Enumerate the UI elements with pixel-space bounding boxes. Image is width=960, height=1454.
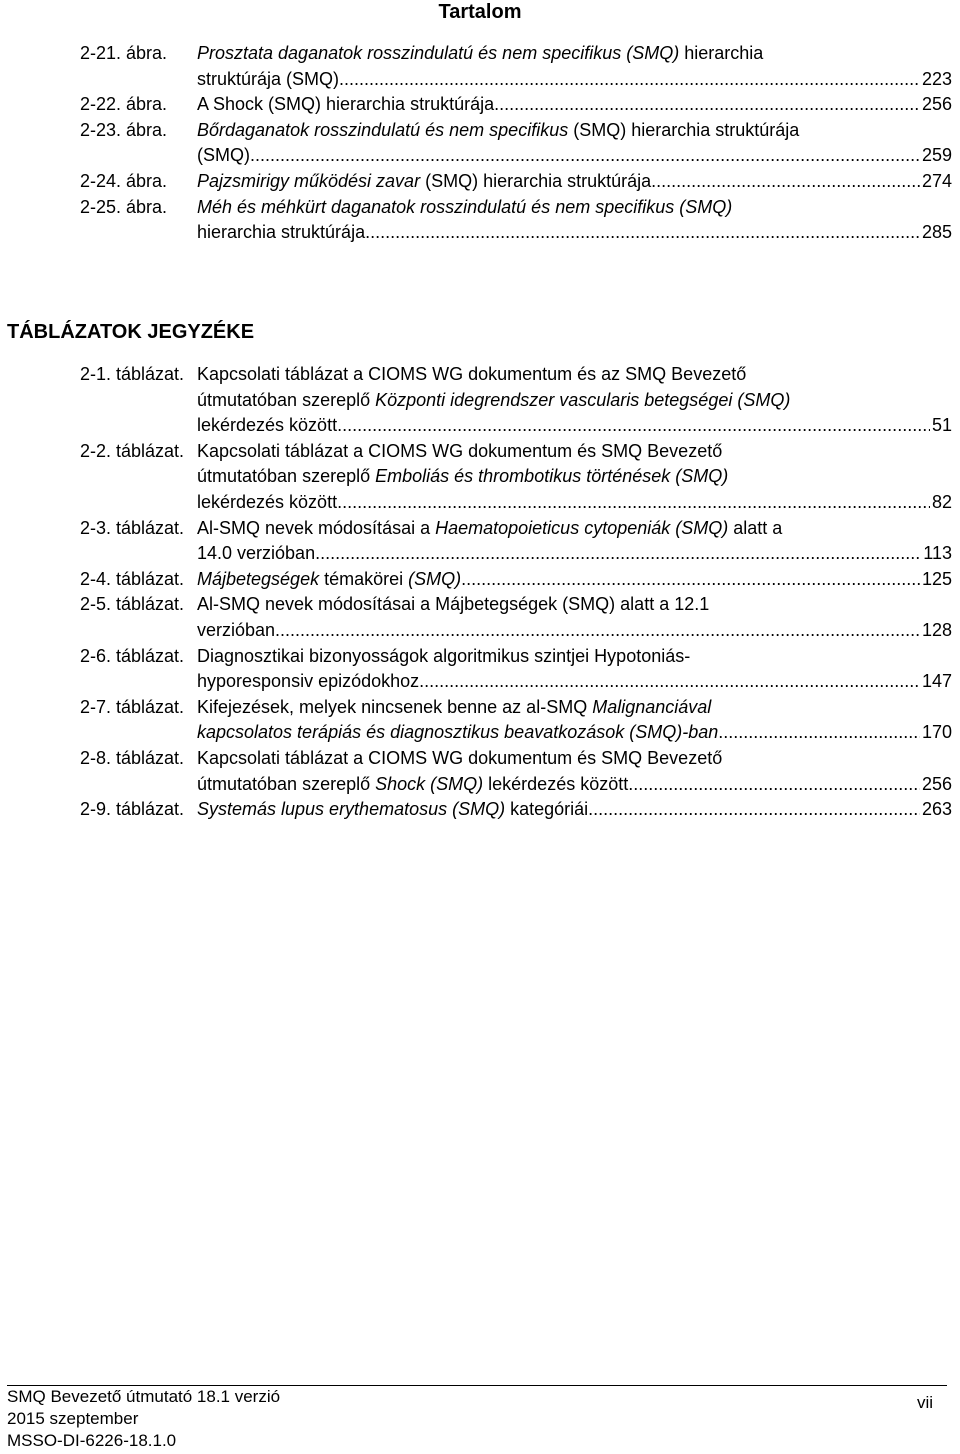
table-entry-line bbox=[197, 439, 952, 465]
table-entry-line bbox=[197, 695, 952, 721]
table-entry[interactable] bbox=[80, 797, 952, 823]
table-entry-text: útmutatóban szereplő bbox=[197, 466, 376, 487]
table-entry[interactable] bbox=[80, 644, 952, 695]
table-entry-page-number[interactable]: 82 bbox=[931, 491, 952, 512]
figure-entry-text: (SMQ) hierarchia struktúrája bbox=[568, 119, 800, 140]
table-entry-page-number[interactable]: 113 bbox=[923, 543, 952, 564]
dot-leader bbox=[628, 772, 920, 798]
table-entry-page-number[interactable]: 170 bbox=[921, 722, 952, 743]
table-entry[interactable] bbox=[80, 439, 952, 516]
table-entry-line bbox=[197, 797, 952, 823]
figure-entry-label: 2-23. ábra. bbox=[80, 119, 168, 140]
table-entry-text: (SMQ) bbox=[408, 568, 462, 589]
dot-leader bbox=[718, 720, 920, 746]
figure-entry-line bbox=[197, 143, 952, 169]
tables-heading: TÁBLÁZATOK JEGYZÉKE bbox=[7, 321, 255, 343]
table-entry-label: 2-7. táblázat. bbox=[80, 696, 185, 717]
figure-entry-text: Bőrdaganatok rosszindulatú és nem specifikus bbox=[197, 119, 569, 140]
figure-entry-text: hierarchia bbox=[679, 43, 764, 63]
table-entry-page-number[interactable]: 147 bbox=[921, 671, 952, 692]
dot-leader bbox=[320, 541, 921, 567]
figure-entry-text: hierarchia struktúrája bbox=[197, 222, 366, 243]
table-entry[interactable] bbox=[80, 592, 952, 643]
figure-entry[interactable] bbox=[80, 92, 952, 118]
table-entry-page-number[interactable]: 51 bbox=[931, 415, 952, 436]
footer-document-title: SMQ Bevezető útmutató 18.1 verzió bbox=[7, 1387, 281, 1406]
table-entry-line bbox=[197, 490, 952, 516]
table-entry-text: Kapcsolati táblázat a CIOMS WG dokumentum és SMQ Bevezető bbox=[197, 440, 723, 461]
table-entry-line bbox=[197, 388, 952, 414]
table-entry-text: kapcsolatos terápiás és diagnosztikus beavatkozások (SMQ)-ban bbox=[197, 722, 719, 743]
table-entry-text: lekérdezés között bbox=[197, 415, 338, 436]
table-entry-label: 2-9. táblázat. bbox=[80, 799, 185, 820]
table-entry[interactable] bbox=[80, 362, 952, 439]
footer-page-number: vii bbox=[917, 1393, 934, 1412]
table-list bbox=[80, 362, 952, 823]
table-entry-line bbox=[197, 362, 952, 388]
figure-entry[interactable] bbox=[80, 118, 952, 169]
table-entry-text: Shock (SMQ) bbox=[375, 773, 484, 794]
table-entry-line bbox=[197, 516, 952, 542]
table-entry-text: Diagnosztikai bizonyosságok algoritmikus szintjei Hypotoniás- bbox=[197, 645, 691, 666]
figure-entry-label: 2-22. ábra. bbox=[80, 94, 168, 115]
footer-info bbox=[7, 1386, 280, 1452]
table-entry-line bbox=[197, 592, 952, 618]
figure-entry-label: 2-24. ábra. bbox=[80, 170, 168, 191]
table-entry-text: Malignanciával bbox=[592, 696, 712, 717]
table-entry-text: Al-SMQ nevek módosításai a bbox=[197, 517, 436, 538]
table-entry-page-number[interactable]: 256 bbox=[921, 773, 952, 794]
figure-entry-text: Pajzsmirigy működési zavar bbox=[197, 170, 421, 191]
table-entry-text: témakörei bbox=[319, 568, 409, 589]
dot-leader bbox=[250, 143, 920, 169]
figure-entry-page-number[interactable]: 259 bbox=[921, 145, 952, 166]
table-entry-line bbox=[197, 464, 952, 490]
table-entry-line bbox=[197, 669, 952, 695]
figure-list bbox=[80, 41, 952, 246]
table-entry-page-number[interactable]: 263 bbox=[921, 799, 952, 820]
table-entry-label: 2-5. táblázat. bbox=[80, 594, 185, 615]
footer-document-id: MSSO-DI-6226-18.1.0 bbox=[7, 1431, 177, 1450]
table-entry-text: Systemás lupus erythematosus (SMQ) bbox=[197, 799, 506, 820]
dot-leader bbox=[337, 413, 930, 439]
table-entry-text: Központi idegrendszer vascularis betegségei (SMQ) bbox=[375, 389, 791, 410]
dot-leader bbox=[337, 490, 930, 516]
table-entry-line bbox=[197, 567, 952, 593]
dot-leader bbox=[651, 169, 920, 195]
figure-entry-text: (SMQ) hierarchia struktúrája bbox=[420, 170, 652, 191]
figure-entry-line bbox=[197, 220, 952, 246]
table-entry-text: Kapcsolati táblázat a CIOMS WG dokumentum és SMQ Bevezető bbox=[197, 747, 723, 768]
table-entry-label: 2-2. táblázat. bbox=[80, 440, 185, 461]
table-entry-line bbox=[197, 720, 952, 746]
table-entry-page-number[interactable]: 125 bbox=[921, 568, 952, 589]
table-entry-label: 2-4. táblázat. bbox=[80, 568, 185, 589]
figure-entry-label: 2-25. ábra. bbox=[80, 196, 168, 217]
table-entry[interactable] bbox=[80, 746, 952, 797]
table-entry-text: Májbetegségek bbox=[197, 568, 320, 589]
figure-entry-text: A Shock (SMQ) hierarchia struktúrája bbox=[197, 94, 495, 115]
figure-entry-page-number[interactable]: 223 bbox=[921, 68, 952, 89]
figure-entry-page-number[interactable]: 256 bbox=[921, 94, 952, 115]
table-entry[interactable] bbox=[80, 516, 952, 567]
table-entry-line bbox=[197, 644, 952, 670]
figure-entry-line bbox=[197, 67, 952, 93]
dot-leader bbox=[494, 92, 920, 118]
table-entry-text: Al-SMQ nevek módosításai a Májbetegségek (SMQ) alatt a 12.1 bbox=[197, 594, 710, 615]
figure-entry-page-number[interactable]: 285 bbox=[921, 222, 952, 243]
table-entry-text: Haematopoieticus cytopeniák (SMQ) bbox=[435, 517, 729, 538]
table-entry-line bbox=[197, 746, 952, 772]
table-entry-label: 2-8. táblázat. bbox=[80, 747, 185, 768]
table-entry-text: verzióban bbox=[197, 619, 276, 640]
dot-leader bbox=[461, 567, 920, 593]
table-entry-line bbox=[197, 618, 952, 644]
table-entry-text: lekérdezés között bbox=[197, 491, 338, 512]
dot-leader bbox=[588, 797, 920, 823]
figure-entry[interactable] bbox=[80, 41, 952, 92]
table-entry-text: kategóriái bbox=[505, 799, 589, 820]
table-entry-label: 2-1. táblázat. bbox=[80, 364, 185, 384]
dot-leader bbox=[424, 669, 920, 695]
table-entry-text: 14.0 verzióban. bbox=[197, 543, 321, 564]
dot-leader bbox=[365, 220, 920, 246]
figure-entry[interactable] bbox=[80, 195, 952, 246]
table-entry-text: Emboliás és thrombotikus történések (SMQ) bbox=[375, 466, 729, 487]
figure-entry-label: 2-21. ábra. bbox=[80, 43, 168, 63]
table-entry-label: 2-3. táblázat. bbox=[80, 517, 185, 538]
table-entry-text: Kifejezések, melyek nincsenek benne az al-SMQ bbox=[197, 696, 593, 717]
table-entry-text: alatt a bbox=[728, 517, 783, 538]
figure-entry-text: (SMQ) bbox=[197, 145, 250, 166]
table-entry-line bbox=[197, 413, 952, 439]
page-header-title: Tartalom bbox=[438, 1, 522, 23]
table-entry-text: hyporesponsiv epizódokhoz. bbox=[197, 671, 425, 692]
table-entry-line bbox=[197, 772, 952, 798]
dot-leader bbox=[339, 67, 920, 93]
figure-entry-line bbox=[197, 41, 952, 67]
dot-leader bbox=[275, 618, 920, 644]
figure-entry-text: Méh és méhkürt daganatok rosszindulatú és nem specifikus (SMQ) bbox=[197, 196, 733, 217]
table-entry-text: Kapcsolati táblázat a CIOMS WG dokumentum és az SMQ Bevezető bbox=[197, 364, 747, 384]
figure-entry-line bbox=[197, 118, 952, 144]
table-entry[interactable] bbox=[80, 567, 952, 593]
figure-entry-line bbox=[197, 195, 952, 221]
figure-entry-page-number[interactable]: 274 bbox=[921, 170, 952, 191]
table-entry-line bbox=[197, 541, 952, 567]
table-entry-text: lekérdezés között bbox=[483, 773, 629, 794]
figure-entry[interactable] bbox=[80, 169, 952, 195]
figure-entry-line bbox=[197, 169, 952, 195]
table-entry-label: 2-6. táblázat. bbox=[80, 645, 185, 666]
figure-entry-text: struktúrája (SMQ) bbox=[197, 68, 340, 89]
table-entry-page-number[interactable]: 128 bbox=[921, 619, 952, 640]
figure-entry-text: Prosztata daganatok rosszindulatú és nem specifikus (SMQ) bbox=[197, 43, 680, 63]
table-entry-text: útmutatóban szereplő bbox=[197, 389, 376, 410]
footer-date: 2015 szeptember bbox=[7, 1409, 139, 1428]
table-entry[interactable] bbox=[80, 695, 952, 746]
table-entry-text: útmutatóban szereplő bbox=[197, 773, 376, 794]
figure-entry-line bbox=[197, 92, 952, 118]
